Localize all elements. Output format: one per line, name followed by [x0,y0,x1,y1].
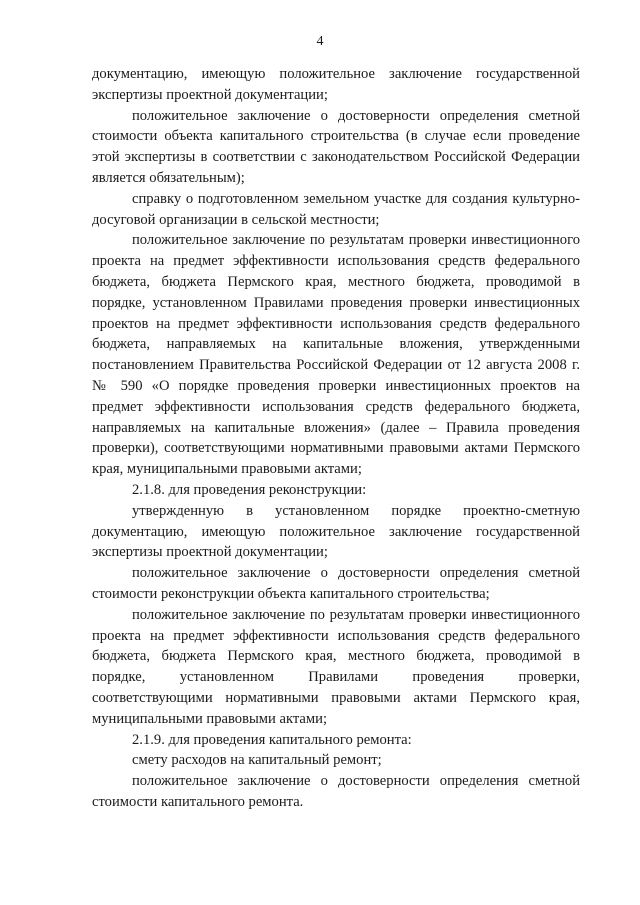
paragraph-repair-estimate-conclusion: положительное заключение о достоверности определения сметной стоимости капитального ремонта. [92,773,580,810]
paragraph-reconstruction-investment-check: положительное заключение по результатам проверки инвестиционного проекта на предмет эффективности использования средств федерального бюджета, бюджета Пермского края, местного бюджета, проводимой в порядке, установленном Правилами проведения проверки, соответствующими нормативными правовыми актами Пермского края, муниципальными правовыми актами; [92,606,580,727]
paragraph-reconstruction-estimate-conclusion: положительное заключение о достоверности определения сметной стоимости реконструкции объекта капитального строительства; [92,565,580,602]
document-body [92,64,580,813]
paragraph-approved-design-documentation: утвержденную в установленном порядке проектно-сметную документацию, имеющую положительное заключение государственной экспертизы проектной документации; [92,502,580,561]
paragraph-repair-cost-estimate: смету расходов на капитальный ремонт; [132,752,382,769]
paragraph-continuation: документацию, имеющую положительное заключение государственной экспертизы проектной документации; [92,66,580,103]
paragraph-investment-check-conclusion: положительное заключение по результатам проверки инвестиционного проекта на предмет эффективности использования средств федерального бюджета, бюджета Пермского края, местного бюджета, проводимой в порядке, установленном Правилами проведения проверки инвестиционных проектов на предмет эффективности использования средств федерального бюджета, направляемых на капитальные вложения, утвержденными постановлением Правительства Российской Федерации от 12 августа 2008 г. № 590 «О порядке проведения проверки инвестиционных проектов на предмет эффективности использования средств федерального бюджета, направляемых на капитальные вложения» (далее – Правила проведения проверки), соответствующими нормативными правовыми актами Пермского края, муниципальными правовыми актами; [92,232,580,478]
section-heading-reconstruction: 2.1.8. для проведения реконструкции: [132,481,367,498]
paragraph-land-plot-certificate: справку о подготовленном земельном участке для создания культурно-досуговой организации в сельской местности; [92,190,580,228]
paragraph-estimate-conclusion: положительное заключение о достоверности определения сметной стоимости объекта капитального строительства (в случае если проведение этой экспертизы в соответствии с законодательством Российской Федерации является обязательным); [92,107,580,186]
page-number: 4 [316,34,324,49]
section-heading-capital-repair: 2.1.9. для проведения капитального ремонта: [132,731,412,748]
